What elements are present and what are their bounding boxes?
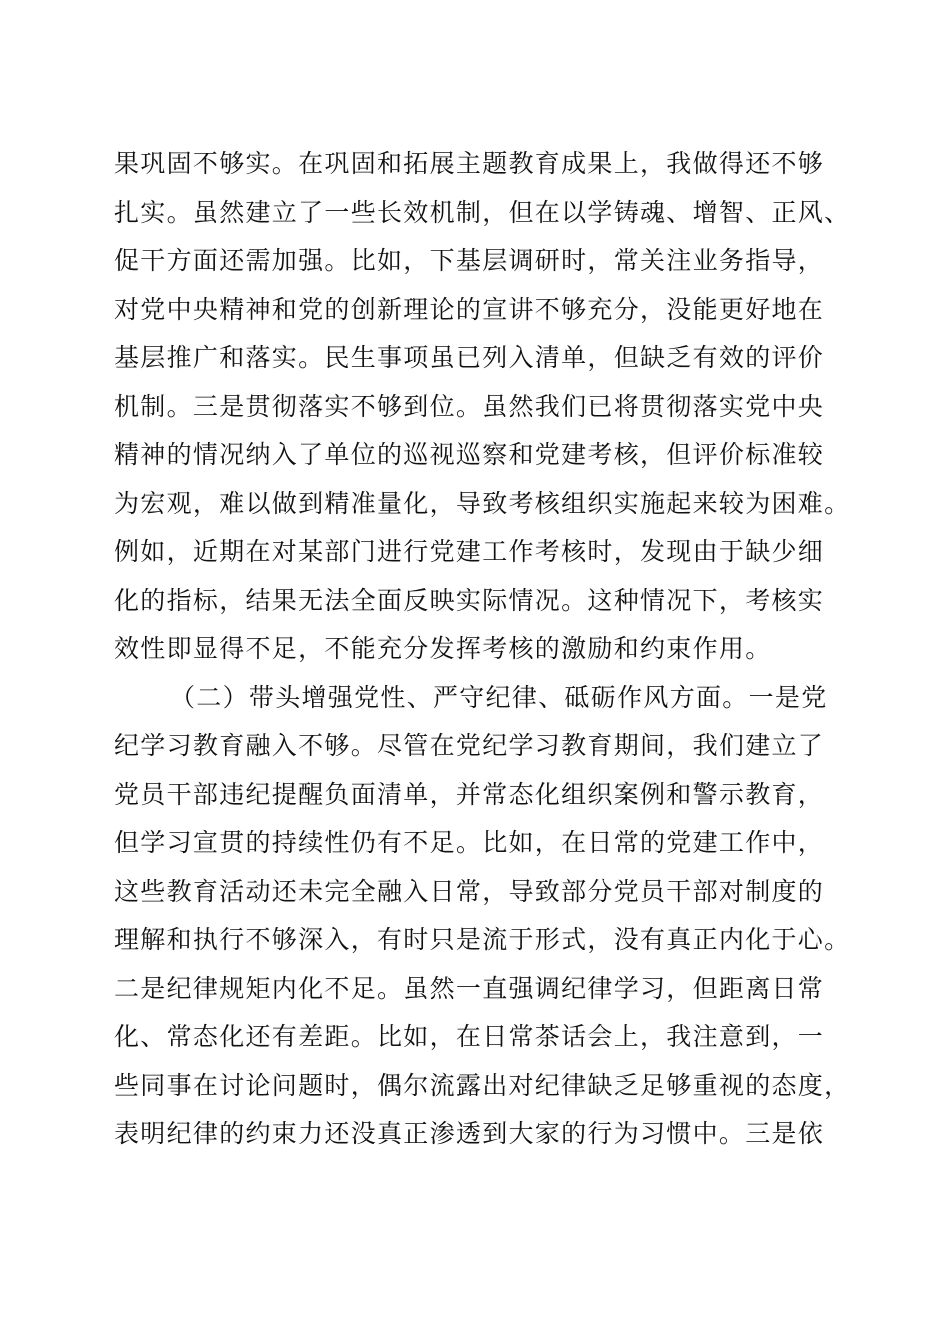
section-heading-line: （二）带头增强党性、严守纪律、砥砺作风方面。一是党 <box>170 682 828 712</box>
text-line: 果巩固不够实。在巩固和拓展主题教育成果上，我做得还不够 <box>114 149 825 178</box>
text-line: 二是纪律规矩内化不足。虽然一直强调纪律学习，但距离日常 <box>114 973 825 1003</box>
text-line: 扎实。虽然建立了一些长效机制，但在以学铸魂、增智、正风、 <box>114 197 851 227</box>
text-line: 化、常态化还有差距。比如，在日常茶话会上，我注意到，一 <box>114 1022 825 1051</box>
text-line: 纪学习教育融入不够。尽管在党纪学习教育期间，我们建立了 <box>114 731 825 760</box>
text-line: 党员干部违纪提醒负面清单，并常态化组织案例和警示教育， <box>114 779 825 809</box>
text-line: 些同事在讨论问题时，偶尔流露出对纪律缺乏足够重视的态度， <box>114 1070 851 1100</box>
text-line: 这些教育活动还未完全融入日常，导致部分党员干部对制度的 <box>114 876 825 906</box>
text-line: 表明纪律的约束力还没真正渗透到大家的行为习惯中。三是依 <box>114 1119 825 1148</box>
text-line: 基层推广和落实。民生事项虽已列入清单，但缺乏有效的评价 <box>114 343 825 372</box>
text-line: 精神的情况纳入了单位的巡视巡察和党建考核，但评价标准较 <box>114 440 825 469</box>
text-line: 促干方面还需加强。比如，下基层调研时，常关注业务指导， <box>114 246 825 275</box>
text-line: 例如，近期在对某部门进行党建工作考核时，发现由于缺少细 <box>114 537 825 566</box>
text-line: 对党中央精神和党的创新理论的宣讲不够充分，没能更好地在 <box>114 294 825 324</box>
text-line: 为宏观，难以做到精准量化，导致考核组织实施起来较为困难。 <box>114 488 851 518</box>
text-line: 机制。三是贯彻落实不够到位。虽然我们已将贯彻落实党中央 <box>114 391 825 421</box>
text-line: 理解和执行不够深入，有时只是流于形式，没有真正内化于心。 <box>114 925 851 954</box>
text-line: 效性即显得不足，不能充分发挥考核的激励和约束作用。 <box>114 634 772 663</box>
text-line: 化的指标，结果无法全面反映实际情况。这种情况下，考核实 <box>114 585 825 615</box>
body-text <box>114 140 851 1159</box>
text-line: 但学习宣贯的持续性仍有不足。比如，在日常的党建工作中， <box>114 828 825 857</box>
